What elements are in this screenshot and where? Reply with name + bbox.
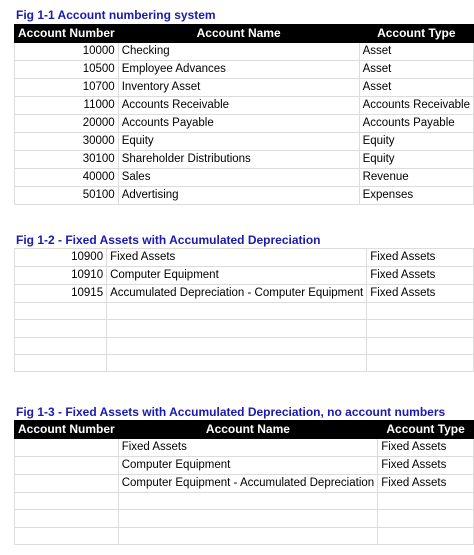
table-row (15, 337, 474, 354)
account-number-cell[interactable]: 11000 (15, 97, 119, 115)
fig1-table (14, 24, 474, 205)
account-name-cell[interactable]: Computer Equipment (107, 267, 367, 285)
table-row (15, 493, 474, 510)
table-row (15, 43, 474, 61)
table-row (15, 303, 474, 320)
fig1-title: Fig 1-1 Account numbering system (16, 8, 216, 22)
table-row (15, 475, 474, 493)
account-type-cell[interactable]: Fixed Assets (367, 249, 474, 267)
fig1-header-row (15, 25, 474, 43)
fig1-header-account-number: Account Number (15, 25, 119, 43)
account-name-cell[interactable]: Fixed Assets (118, 439, 378, 457)
empty-cell[interactable] (15, 337, 107, 354)
table-row (15, 354, 474, 371)
table-row (15, 169, 474, 187)
table-row (15, 133, 474, 151)
account-number-cell[interactable]: 10700 (15, 79, 119, 97)
account-type-cell[interactable]: Fixed Assets (378, 457, 474, 475)
empty-cell[interactable] (15, 510, 119, 527)
account-name-cell[interactable]: Shareholder Distributions (118, 151, 359, 169)
account-number-cell[interactable]: 10000 (15, 43, 119, 61)
account-number-cell[interactable] (15, 439, 119, 457)
fig3-header-row (15, 421, 474, 439)
fig3-header-account-name: Account Name (118, 421, 378, 439)
table-row (15, 457, 474, 475)
account-type-cell[interactable]: Fixed Assets (367, 285, 474, 303)
table-row (15, 187, 474, 205)
table-row (15, 61, 474, 79)
account-name-cell[interactable]: Advertising (118, 187, 359, 205)
account-number-cell[interactable]: 10900 (15, 249, 107, 267)
table-row (15, 320, 474, 337)
account-number-cell[interactable]: 10915 (15, 285, 107, 303)
account-number-cell[interactable]: 10500 (15, 61, 119, 79)
empty-cell[interactable] (107, 320, 367, 337)
empty-cell[interactable] (15, 527, 119, 544)
account-number-cell[interactable]: 40000 (15, 169, 119, 187)
account-name-cell[interactable]: Computer Equipment - Accumulated Depreciation (118, 475, 378, 493)
empty-cell[interactable] (367, 320, 474, 337)
fig3-table (14, 420, 474, 545)
fig2-table (14, 248, 474, 372)
account-type-cell[interactable]: Fixed Assets (367, 267, 474, 285)
account-name-cell[interactable]: Employee Advances (118, 61, 359, 79)
table-row (15, 527, 474, 544)
empty-cell[interactable] (118, 493, 378, 510)
empty-cell[interactable] (107, 303, 367, 320)
table-row (15, 267, 474, 285)
table-row (15, 285, 474, 303)
table-row (15, 79, 474, 97)
empty-cell[interactable] (367, 337, 474, 354)
table-row (15, 151, 474, 169)
table-row (15, 510, 474, 527)
account-number-cell[interactable]: 50100 (15, 187, 119, 205)
table-row (15, 439, 474, 457)
account-type-cell[interactable]: Accounts Receivable (359, 97, 473, 115)
account-number-cell[interactable] (15, 475, 119, 493)
account-type-cell[interactable]: Accounts Payable (359, 115, 473, 133)
account-type-cell[interactable]: Asset (359, 61, 473, 79)
empty-cell[interactable] (378, 493, 474, 510)
empty-cell[interactable] (15, 354, 107, 371)
empty-cell[interactable] (118, 527, 378, 544)
table-row (15, 249, 474, 267)
account-name-cell[interactable]: Checking (118, 43, 359, 61)
account-type-cell[interactable]: Asset (359, 79, 473, 97)
account-type-cell[interactable]: Equity (359, 133, 473, 151)
account-name-cell[interactable]: Accumulated Depreciation - Computer Equipment (107, 285, 367, 303)
fig1-header-account-type: Account Type (359, 25, 473, 43)
empty-cell[interactable] (118, 510, 378, 527)
account-type-cell[interactable]: Expenses (359, 187, 473, 205)
account-type-cell[interactable]: Revenue (359, 169, 473, 187)
account-name-cell[interactable]: Computer Equipment (118, 457, 378, 475)
empty-cell[interactable] (107, 354, 367, 371)
account-type-cell[interactable]: Fixed Assets (378, 475, 474, 493)
account-type-cell[interactable]: Fixed Assets (378, 439, 474, 457)
account-number-cell[interactable]: 20000 (15, 115, 119, 133)
empty-cell[interactable] (378, 510, 474, 527)
fig3-header-account-type: Account Type (378, 421, 474, 439)
empty-cell[interactable] (378, 527, 474, 544)
account-type-cell[interactable]: Equity (359, 151, 473, 169)
account-name-cell[interactable]: Accounts Payable (118, 115, 359, 133)
account-number-cell[interactable]: 10910 (15, 267, 107, 285)
account-name-cell[interactable]: Accounts Receivable (118, 97, 359, 115)
account-name-cell[interactable]: Equity (118, 133, 359, 151)
table-row (15, 115, 474, 133)
account-name-cell[interactable]: Sales (118, 169, 359, 187)
account-number-cell[interactable] (15, 457, 119, 475)
account-name-cell[interactable]: Fixed Assets (107, 249, 367, 267)
account-number-cell[interactable]: 30000 (15, 133, 119, 151)
empty-cell[interactable] (15, 493, 119, 510)
account-number-cell[interactable]: 30100 (15, 151, 119, 169)
empty-cell[interactable] (107, 337, 367, 354)
fig3-header-account-number: Account Number (15, 421, 119, 439)
account-name-cell[interactable]: Inventory Asset (118, 79, 359, 97)
fig3-title: Fig 1-3 - Fixed Assets with Accumulated Depreciation, no account numbers (16, 405, 446, 419)
empty-cell[interactable] (15, 303, 107, 320)
empty-cell[interactable] (367, 354, 474, 371)
table-row (15, 97, 474, 115)
fig1-header-account-name: Account Name (118, 25, 359, 43)
account-type-cell[interactable]: Asset (359, 43, 473, 61)
fig2-title: Fig 1-2 - Fixed Assets with Accumulated Depreciation (16, 233, 321, 247)
empty-cell[interactable] (15, 320, 107, 337)
empty-cell[interactable] (367, 303, 474, 320)
